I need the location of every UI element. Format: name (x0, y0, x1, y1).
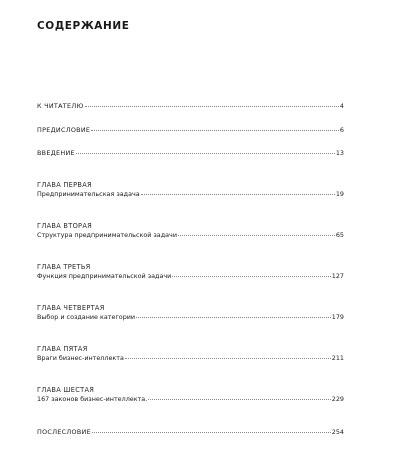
dot-leader (92, 426, 331, 433)
dot-leader (141, 188, 335, 195)
toc-entry-label: К ЧИТАТЕЛЮ (37, 102, 84, 110)
toc-entry-label: ПРЕДИСЛОВИЕ (37, 125, 91, 134)
toc-entry-chapter-5[interactable] (37, 345, 344, 362)
chapter-heading: ГЛАВА ПЯТАЯ (37, 345, 88, 353)
toc-entry-label: Структура предпринимательской задачи (37, 231, 177, 239)
dot-leader (178, 229, 335, 236)
toc-entry-page: 254 (331, 428, 344, 436)
dot-leader (148, 393, 331, 400)
table-of-contents (37, 101, 344, 451)
toc-entry-label: Враги бизнес-интеллекта (37, 354, 124, 362)
toc-entry-page: 229 (331, 395, 344, 403)
toc-entry-page: 4 (339, 102, 344, 110)
dot-leader (172, 270, 331, 277)
toc-entry-chapter-1[interactable] (37, 181, 344, 198)
toc-entry-chapter-6[interactable] (37, 386, 344, 403)
toc-entry-reader[interactable] (37, 101, 344, 110)
toc-entry-page: 65 (335, 231, 344, 239)
chapter-heading: ГЛАВА ТРЕТЬЯ (37, 263, 91, 271)
toc-entry-chapter-3[interactable] (37, 263, 344, 280)
toc-entry-label: Предпринимательская задача (37, 190, 140, 198)
toc-entry-afterword[interactable] (37, 427, 344, 436)
toc-entry-page: 13 (335, 149, 344, 157)
toc-entry-chapter-2[interactable] (37, 222, 344, 239)
toc-entry-page: 19 (335, 190, 344, 198)
toc-entry-page: 127 (331, 272, 344, 280)
toc-entry-chapter-4[interactable] (37, 304, 344, 321)
chapter-heading: ГЛАВА ЧЕТВЕРТАЯ (37, 304, 105, 312)
toc-entry-page: 6 (339, 125, 344, 134)
toc-entry-label: Функция предпринимательской задачи (37, 272, 172, 280)
dot-leader (136, 311, 331, 318)
dot-leader (125, 352, 331, 359)
page-title: СОДЕРЖАНИЕ (37, 20, 130, 32)
chapter-heading: ГЛАВА ШЕСТАЯ (37, 386, 95, 394)
toc-entry-preface[interactable] (37, 125, 344, 134)
toc-entry-label: ВВЕДЕНИЕ (37, 149, 75, 157)
toc-entry-introduction[interactable] (37, 148, 344, 157)
dot-leader (91, 124, 339, 131)
toc-entry-page: 211 (331, 354, 344, 362)
toc-entry-label: ПОСЛЕСЛОВИЕ (37, 428, 91, 436)
chapter-heading: ГЛАВА ВТОРАЯ (37, 222, 93, 230)
toc-entry-label: 167 законов бизнес-интеллекта. (37, 395, 148, 403)
chapter-heading: ГЛАВА ПЕРВАЯ (37, 181, 92, 189)
toc-entry-page: 179 (331, 313, 344, 321)
dot-leader (76, 147, 335, 154)
dot-leader (85, 100, 339, 107)
toc-entry-label: Выбор и создание категории (37, 313, 136, 321)
